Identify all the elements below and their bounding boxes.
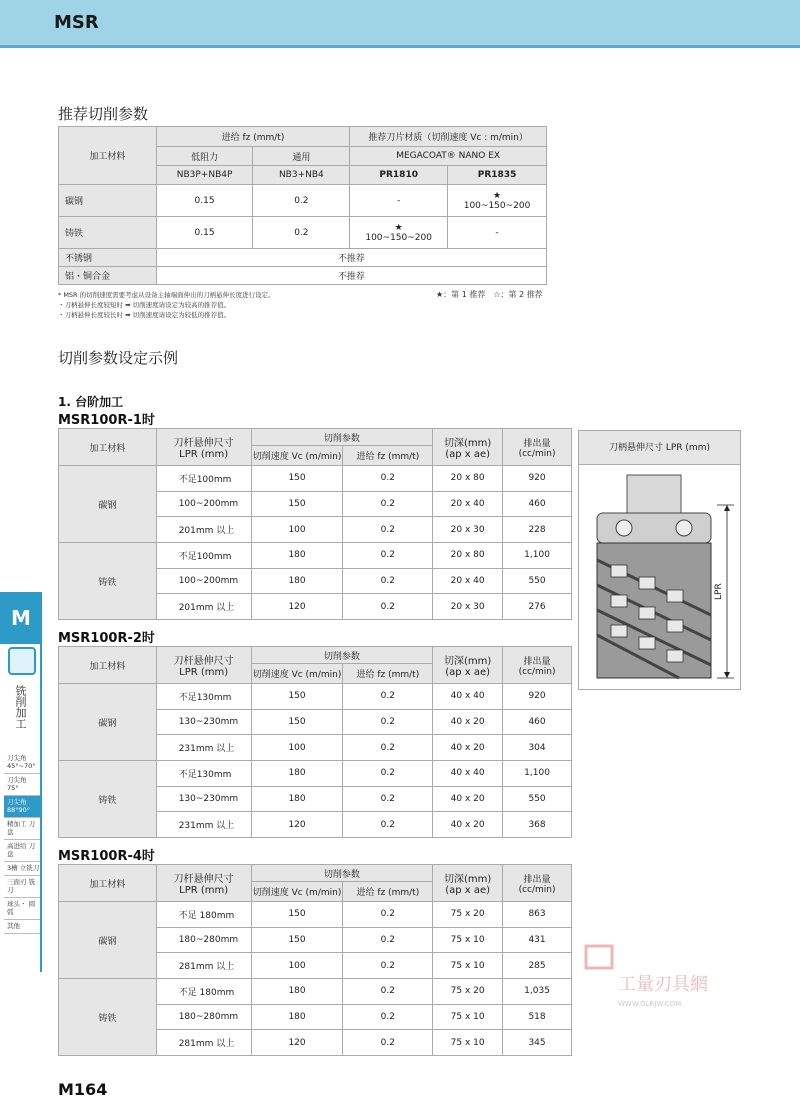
page-header [0,0,800,48]
grade-cell [448,185,547,217]
table-row [59,217,547,249]
th-fz: 进给 fz (mm/t) [343,882,433,902]
material-cell: 铸铁 [59,217,157,249]
table-row [59,267,547,285]
fz-cell: 0.2 [343,786,433,812]
chip-cell: 276 [503,594,572,620]
chip-cell: 1,035 [503,979,572,1005]
model-title: MSR100R-2时 [58,631,155,646]
chip-cell: 518 [503,1004,572,1030]
sidebar-nav-item[interactable]: 三面刃 铣刀 [4,876,40,898]
th-feed: 进给 fz (mm/t) [156,127,350,147]
fz-cell: 0.2 [343,684,433,710]
sidebar-nav-item[interactable]: 精加工 刀盘 [4,818,40,840]
fz-cell: 0.2 [343,979,433,1005]
th-cut-params: 切削参数 [251,429,433,446]
lpr-cell: 281mm 以上 [156,953,251,979]
depth-cell: 40 x 20 [433,709,503,735]
depth-cell: 75 x 20 [433,902,503,928]
fz-cell: 0.2 [343,543,433,569]
fz-cell: 0.2 [343,1004,433,1030]
note-line: ・刀柄悬伸长度较短时 ➡ 切削速度请设定为较高的推荐值。 [58,301,231,309]
th-depth [433,429,503,466]
vc-cell: 180 [251,786,343,812]
chip-cell: 550 [503,568,572,594]
th-chip-unit: (cc/min) [518,884,556,895]
depth-cell: 75 x 10 [433,953,503,979]
vc-cell: 150 [251,927,343,953]
model-title: MSR100R-1时 [58,413,155,428]
table-row [59,543,572,569]
th-vc: 切削速度 Vc (m/min) [251,446,343,466]
milling-cutter-image [579,465,740,689]
vc-cell: 180 [251,543,343,569]
sidebar-nav [4,752,40,934]
chip-cell: 431 [503,927,572,953]
th-lpr [156,647,251,684]
th-pr1835: PR1835 [448,166,547,185]
vc-cell: 120 [251,1030,343,1056]
chip-cell: 228 [503,517,572,543]
grade-cell: - [350,185,448,217]
lpr-dimension-label: LPR [714,583,724,600]
watermark [578,942,718,1012]
th-lpr-unit: LPR (mm) [179,667,229,678]
model-title: MSR100R-4时 [58,849,155,864]
th-material: 加工材料 [59,429,157,466]
th-depth-line: 切深(mm) [444,656,492,667]
feed-cell: 0.2 [253,185,350,217]
fz-cell: 0.2 [343,709,433,735]
star-icon: ★ [394,222,403,233]
th-general: 通用 [253,147,350,166]
material-cell: 铸铁 [59,543,157,620]
vc-cell: 100 [251,517,343,543]
th-gen-code: NB3+NB4 [253,166,350,185]
depth-cell: 20 x 30 [433,517,503,543]
speed-range: 100~150~200 [463,200,531,211]
example-table-3 [58,864,572,1056]
th-depth [433,865,503,902]
table-row [59,249,547,267]
fz-cell: 0.2 [343,1030,433,1056]
lpr-cell: 130~230mm [156,786,251,812]
th-depth-unit: (ap x ae) [445,667,491,678]
chip-cell: 285 [503,953,572,979]
star-legend: ★：第 1 推荐 ☆：第 2 推荐 [436,290,543,299]
note-line: ・刀柄悬伸长度较长时 ➡ 切削速度请设定为较低的推荐值。 [58,311,231,319]
grade-cell: - [448,217,547,249]
chip-cell: 863 [503,902,572,928]
material-cell: 铸铁 [59,761,157,838]
vc-cell: 120 [251,812,343,838]
subsection-title: 1. 台阶加工 [58,395,124,409]
sidebar-nav-item[interactable]: 刀尖角 88°90° [4,796,40,818]
th-chip-unit: (cc/min) [518,666,556,677]
lpr-cell: 130~230mm [156,709,251,735]
lpr-cell: 不足100mm [156,466,251,492]
th-vc: 切削速度 Vc (m/min) [251,882,343,902]
depth-cell: 40 x 20 [433,735,503,761]
fz-cell: 0.2 [343,812,433,838]
speed-range: 100~150~200 [365,232,432,243]
th-fz: 进给 fz (mm/t) [343,664,433,684]
sidebar-nav-item[interactable]: 3槽 立铣刀 [4,862,40,876]
vc-cell: 150 [251,684,343,710]
fz-cell: 0.2 [343,953,433,979]
lpr-cell: 281mm 以上 [156,1030,251,1056]
chip-cell: 1,100 [503,543,572,569]
th-chip-line: 排出量 [523,874,551,885]
depth-cell: 75 x 10 [433,1004,503,1030]
depth-cell: 40 x 40 [433,761,503,787]
vc-cell: 150 [251,491,343,517]
example-table-2 [58,646,572,838]
vc-cell: 180 [251,979,343,1005]
lpr-cell: 不足100mm [156,543,251,569]
vc-cell: 150 [251,902,343,928]
chip-cell: 368 [503,812,572,838]
sidebar-nav-item[interactable]: 其他 [4,920,40,934]
th-lpr-line: 刀杆悬伸尺寸 [173,656,234,667]
lpr-cell: 100~200mm [156,491,251,517]
sidebar-nav-item[interactable]: 刀尖角 75° [4,774,40,796]
th-vc: 切削速度 Vc (m/min) [251,664,343,684]
th-depth-line: 切深(mm) [444,438,492,449]
depth-cell: 75 x 10 [433,1030,503,1056]
fz-cell: 0.2 [343,902,433,928]
grade-cell [350,217,448,249]
th-lpr [156,429,251,466]
fz-cell: 0.2 [343,491,433,517]
chip-cell: 345 [503,1030,572,1056]
chip-cell: 304 [503,735,572,761]
material-cell: 碳钢 [59,684,157,761]
chip-cell: 460 [503,491,572,517]
th-depth-unit: (ap x ae) [445,449,491,460]
tool-figure [578,430,741,690]
chip-cell: 460 [503,709,572,735]
depth-cell: 75 x 10 [433,927,503,953]
feed-cell: 0.15 [156,217,253,249]
material-cell: 铝・铜合金 [59,267,157,285]
lpr-cell: 不足 180mm [156,902,251,928]
notes [58,290,275,320]
th-pr1810: PR1810 [350,166,448,185]
vc-cell: 100 [251,735,343,761]
section-letter-tab[interactable]: M [0,592,42,644]
lpr-cell: 100~200mm [156,568,251,594]
th-chip-line: 排出量 [523,656,551,667]
watermark-text: 工量刃具網 [618,974,708,995]
material-cell: 碳钢 [59,185,157,217]
th-cut-params: 切削参数 [251,865,433,882]
not-recommended-cell: 不推荐 [156,249,546,267]
lpr-cell: 231mm 以上 [156,735,251,761]
th-cut-params: 切削参数 [251,647,433,664]
th-material: 加工材料 [59,127,157,185]
vc-cell: 180 [251,761,343,787]
th-chip [503,647,572,684]
th-chip-line: 排出量 [523,438,551,449]
page-number: M164 [58,1080,108,1099]
th-lpr-line: 刀杆悬伸尺寸 [173,438,234,449]
th-depth-line: 切深(mm) [444,874,492,885]
table-row [59,185,547,217]
section-title-examples: 切削参数设定示例 [58,349,179,367]
lpr-cell: 不足130mm [156,761,251,787]
th-chip [503,865,572,902]
th-lpr-line: 刀杆悬伸尺寸 [173,874,234,885]
th-lpr-unit: LPR (mm) [179,885,229,896]
example-table-1 [58,428,572,620]
th-material: 加工材料 [59,865,157,902]
chip-cell: 1,100 [503,761,572,787]
material-cell: 不锈钢 [59,249,157,267]
section-title-recommended: 推荐切削参数 [58,105,149,123]
sidebar-nav-item[interactable]: 球头・ 圆弧 [4,898,40,920]
note-line: * MSR 的切削速度需要考虑从设备主轴端面伸出的刀柄悬伸长度进行设定。 [58,291,275,299]
lpr-cell: 201mm 以上 [156,517,251,543]
lpr-cell: 不足 180mm [156,979,251,1005]
sidebar-accent-bar [40,592,42,972]
material-cell: 铸铁 [59,979,157,1056]
th-material: 加工材料 [59,647,157,684]
depth-cell: 20 x 30 [433,594,503,620]
th-depth-unit: (ap x ae) [445,885,491,896]
fz-cell: 0.2 [343,517,433,543]
depth-cell: 40 x 40 [433,684,503,710]
lpr-cell: 180~280mm [156,1004,251,1030]
star-icon: ★ [493,190,502,201]
not-recommended-cell: 不推荐 [156,267,546,285]
vc-cell: 180 [251,568,343,594]
fz-cell: 0.2 [343,735,433,761]
feed-cell: 0.15 [156,185,253,217]
th-low-resistance: 低阻力 [156,147,253,166]
table-row [59,902,572,928]
depth-cell: 20 x 40 [433,568,503,594]
th-low-code: NB3P+NB4P [156,166,253,185]
th-grade: 推荐刀片材质（切削速度 Vc : m/min） [350,127,547,147]
lpr-cell: 180~280mm [156,927,251,953]
sidebar-nav-item[interactable]: 刀尖角 45°~70° [4,752,40,774]
table-row [59,761,572,787]
vc-cell: 150 [251,466,343,492]
lpr-cell: 231mm 以上 [156,812,251,838]
milling-insert-icon [8,647,36,675]
th-chip-unit: (cc/min) [518,448,556,459]
depth-cell: 75 x 20 [433,979,503,1005]
th-depth [433,647,503,684]
material-cell: 碳钢 [59,466,157,543]
depth-cell: 40 x 20 [433,786,503,812]
watermark-url: WWW.GLRJW.COM [618,1000,682,1008]
figure-caption: 刀柄悬伸尺寸 LPR (mm) [579,431,740,465]
chip-cell: 550 [503,786,572,812]
depth-cell: 20 x 80 [433,466,503,492]
fz-cell: 0.2 [343,927,433,953]
th-coating: MEGACOAT® NANO EX [350,147,547,166]
recommended-params-table [58,126,547,285]
table-row [59,684,572,710]
material-cell: 碳钢 [59,902,157,979]
fz-cell: 0.2 [343,761,433,787]
vc-cell: 120 [251,594,343,620]
feed-cell: 0.2 [253,217,350,249]
chip-cell: 920 [503,684,572,710]
fz-cell: 0.2 [343,594,433,620]
fz-cell: 0.2 [343,568,433,594]
lpr-cell: 不足130mm [156,684,251,710]
depth-cell: 20 x 80 [433,543,503,569]
lpr-cell: 201mm 以上 [156,594,251,620]
th-lpr-unit: LPR (mm) [179,449,229,460]
vc-cell: 100 [251,953,343,979]
depth-cell: 40 x 20 [433,812,503,838]
th-lpr [156,865,251,902]
th-chip [503,429,572,466]
depth-cell: 20 x 40 [433,491,503,517]
header-title: MSR [54,12,99,33]
vc-cell: 150 [251,709,343,735]
fz-cell: 0.2 [343,466,433,492]
table-row [59,466,572,492]
th-fz: 进给 fz (mm/t) [343,446,433,466]
table-row [59,979,572,1005]
chip-cell: 920 [503,466,572,492]
vc-cell: 180 [251,1004,343,1030]
sidebar-category: 铣削加工 [14,685,27,729]
sidebar-nav-item[interactable]: 高进给 刀盘 [4,840,40,862]
